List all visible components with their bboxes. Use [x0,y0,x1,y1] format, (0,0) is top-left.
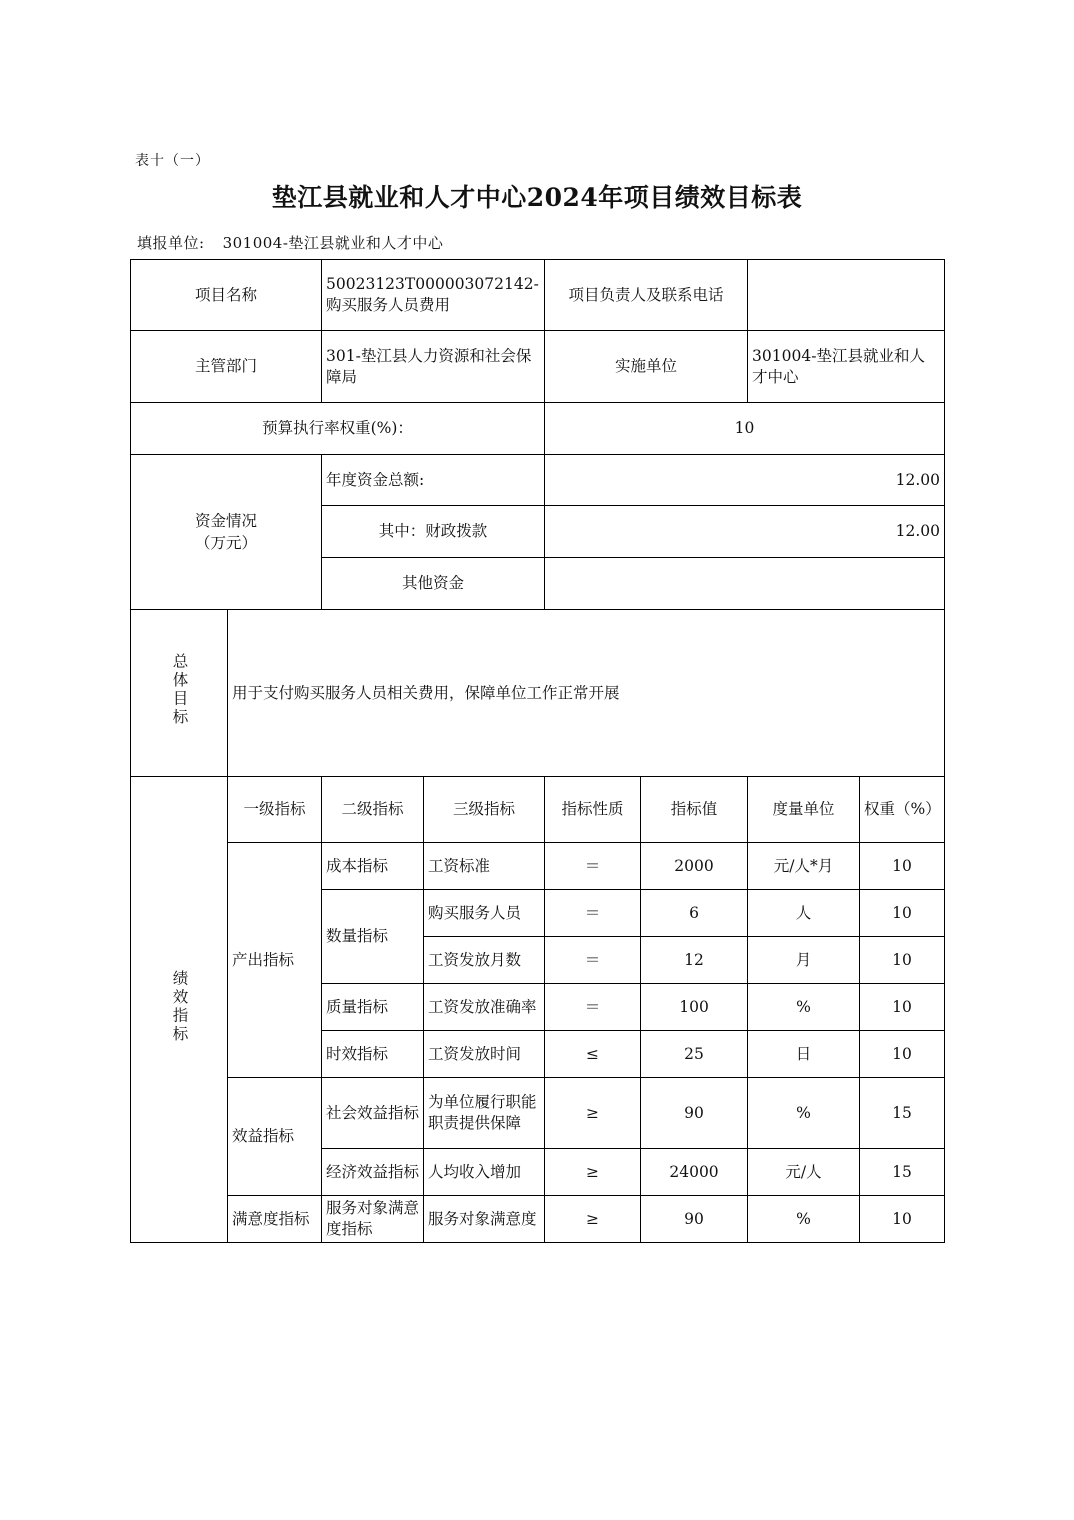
overall-goal-label [131,610,228,777]
table-row [131,1078,945,1149]
weight-cell: 10 [860,1031,945,1078]
level3-cell: 工资标准 [424,843,545,890]
project-leader-value [748,260,945,331]
indicator-header-row [131,777,945,843]
level2-timeliness: 时效指标 [322,1031,424,1078]
level2-social-benefit: 社会效益指标 [322,1078,424,1149]
overall-goal-label-text: 总体目标 [170,653,189,727]
project-name-value: 50023123T000003072142-购买服务人员费用 [322,260,545,331]
level1-output: 产出指标 [228,843,322,1078]
header-level2: 二级指标 [322,777,424,843]
funds-total-label: 年度资金总额: [322,455,545,506]
budget-weight-value: 10 [545,403,945,455]
level3-cell: 人均收入增加 [424,1149,545,1196]
unit-cell: 月 [748,937,860,984]
header-unit: 度量单位 [748,777,860,843]
level3-cell: 工资发放月数 [424,937,545,984]
funds-total-row [131,455,945,506]
nature-cell: ≥ [545,1149,641,1196]
funds-label [131,455,322,610]
level3-cell: 为单位履行职能职责提供保障 [424,1078,545,1149]
budget-weight-row [131,403,945,455]
funds-label-text: 资金情况（万元） [194,512,257,552]
nature-cell: ＝ [545,890,641,937]
header-value: 指标值 [641,777,748,843]
overall-goal-text: 用于支付购买服务人员相关费用，保障单位工作正常开展 [228,610,945,777]
value-cell: 25 [641,1031,748,1078]
header-level1: 一级指标 [228,777,322,843]
table-row [131,843,945,890]
value-cell: 24000 [641,1149,748,1196]
level2-quality: 质量指标 [322,984,424,1031]
unit-cell: % [748,1078,860,1149]
weight-cell: 10 [860,937,945,984]
overall-goal-row [131,610,945,777]
level1-satisfaction: 满意度指标 [228,1196,322,1243]
header-weight: 权重（%） [860,777,945,843]
funds-total-value: 12.00 [545,455,945,506]
funds-other-label: 其他资金 [322,558,545,610]
unit-cell: % [748,984,860,1031]
weight-cell: 15 [860,1149,945,1196]
nature-cell: ≥ [545,1078,641,1149]
weight-cell: 10 [860,843,945,890]
funds-fiscal-value: 12.00 [545,506,945,558]
nature-cell: ≤ [545,1031,641,1078]
document-title: 垫江县就业和人才中心2024年项目绩效目标表 [271,183,803,212]
level2-cost: 成本指标 [322,843,424,890]
level1-benefit: 效益指标 [228,1078,322,1196]
department-label: 主管部门 [131,331,322,403]
department-row [131,331,945,403]
filler-value: 301004-垫江县就业和人才中心 [222,234,444,252]
value-cell: 12 [641,937,748,984]
table-number: 表十（一） [135,153,210,169]
unit-cell: 元/人*月 [748,843,860,890]
header-level3: 三级指标 [424,777,545,843]
value-cell: 6 [641,890,748,937]
level3-cell: 工资发放时间 [424,1031,545,1078]
filler-label: 填报单位: [137,234,205,252]
performance-indicators-label [131,777,228,1243]
value-cell: 90 [641,1196,748,1243]
implementing-unit-label: 实施单位 [545,331,748,403]
project-leader-label: 项目负责人及联系电话 [545,260,748,331]
performance-indicators-label-text: 绩效指标 [170,969,189,1044]
level2-satisfaction: 服务对象满意度指标 [322,1196,424,1243]
nature-cell: ＝ [545,937,641,984]
filler-unit [137,232,443,253]
weight-cell: 15 [860,1078,945,1149]
funds-fiscal-label: 其中：财政拨款 [322,506,545,558]
implementing-unit-value: 301004-垫江县就业和人才中心 [748,331,945,403]
table-row [131,1196,945,1243]
performance-goal-table [130,259,945,1243]
weight-cell: 10 [860,890,945,937]
unit-cell: 人 [748,890,860,937]
nature-cell: ＝ [545,843,641,890]
value-cell: 2000 [641,843,748,890]
unit-cell: 日 [748,1031,860,1078]
project-name-label: 项目名称 [131,260,322,331]
budget-weight-label: 预算执行率权重(%)： [131,403,545,455]
level2-quantity: 数量指标 [322,890,424,984]
value-cell: 90 [641,1078,748,1149]
weight-cell: 10 [860,1196,945,1243]
value-cell: 100 [641,984,748,1031]
level3-cell: 服务对象满意度 [424,1196,545,1243]
level2-economic-benefit: 经济效益指标 [322,1149,424,1196]
project-name-row [131,260,945,331]
funds-other-value [545,558,945,610]
unit-cell: 元/人 [748,1149,860,1196]
level3-cell: 工资发放准确率 [424,984,545,1031]
weight-cell: 10 [860,984,945,1031]
nature-cell: ＝ [545,984,641,1031]
nature-cell: ≥ [545,1196,641,1243]
header-nature: 指标性质 [545,777,641,843]
department-value: 301-垫江县人力资源和社会保障局 [322,331,545,403]
level3-cell: 购买服务人员 [424,890,545,937]
unit-cell: % [748,1196,860,1243]
